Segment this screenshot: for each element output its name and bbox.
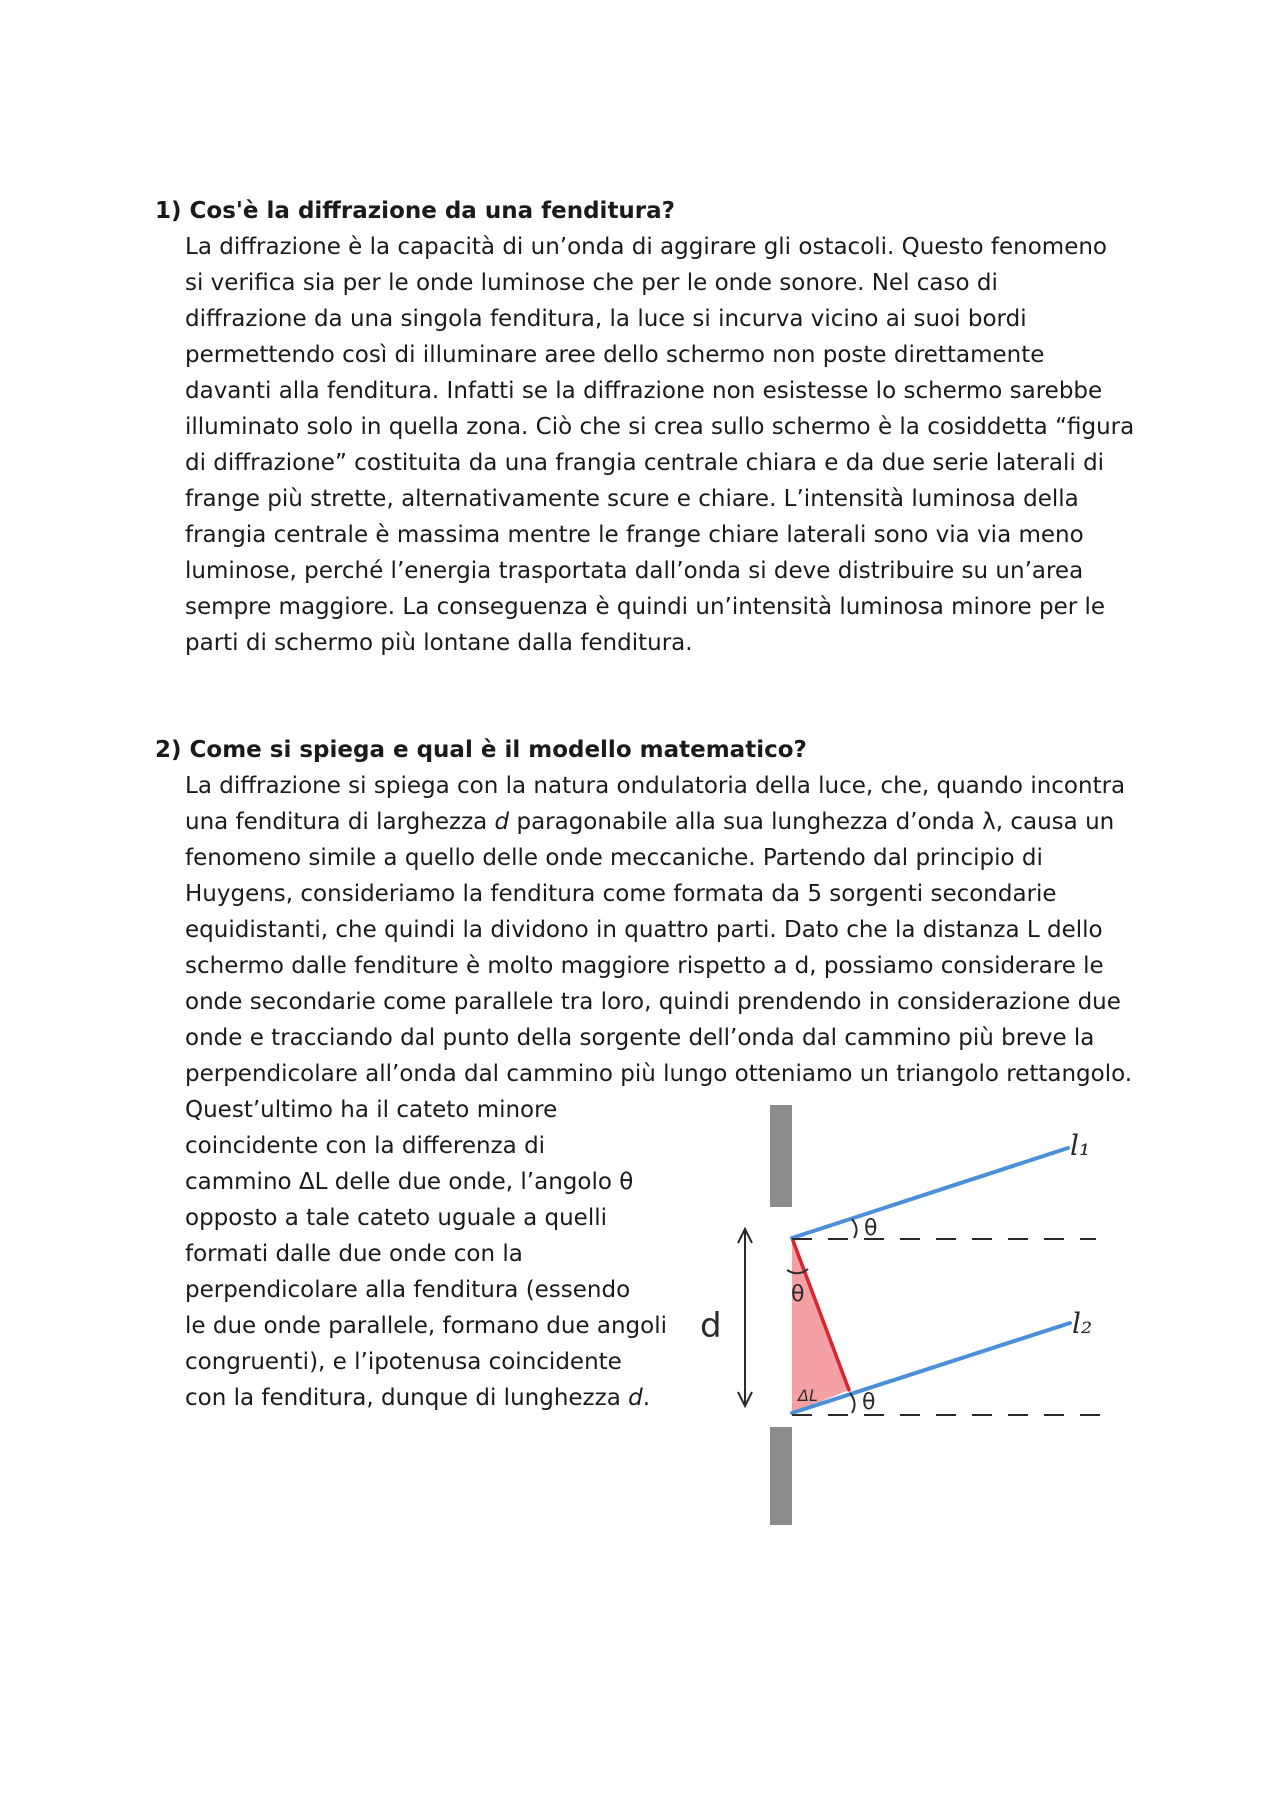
lower-barrier <box>770 1427 792 1525</box>
paragraph-line: onde e tracciando dal punto della sorgente dell’onda dal cammino più breve la <box>185 1025 1095 1051</box>
section-1-heading: 1) Cos'è la diffrazione da una fenditura? <box>155 198 676 224</box>
text-fragment: . <box>642 1385 651 1411</box>
diffraction-diagram <box>688 1105 1120 1525</box>
section-1-paragraph <box>185 229 1165 661</box>
label-l2: l₂ <box>1072 1307 1093 1340</box>
upper-barrier <box>770 1105 792 1207</box>
label-d: d <box>700 1306 722 1346</box>
paragraph-line: davanti alla fenditura. Infatti se la diffrazione non esistesse lo schermo sarebbe <box>185 378 1103 404</box>
paragraph-line: le due onde parallele, formano due angoli <box>185 1313 667 1339</box>
paragraph-line: diffrazione da una singola fenditura, la luce si incurva vicino ai suoi bordi <box>185 306 1027 332</box>
paragraph-line: schermo dalle fenditure è molto maggiore rispetto a d, possiamo considerare le <box>185 953 1104 979</box>
paragraph-line: cammino ΔL delle due onde, l’angolo θ <box>185 1169 634 1195</box>
paragraph-line: La diffrazione si spiega con la natura ondulatoria della luce, che, quando incontra <box>185 773 1126 799</box>
paragraph-line: si verifica sia per le onde luminose che per le onde sonore. Nel caso di <box>185 270 998 296</box>
diffraction-diagram-svg <box>688 1105 1120 1525</box>
paragraph-line: di diffrazione” costituita da una frangia centrale chiara e da due serie laterali di <box>185 450 1105 476</box>
paragraph-line: La diffrazione è la capacità di un’onda di aggirare gli ostacoli. Questo fenomeno <box>185 234 1107 260</box>
label-theta-triangle: θ <box>791 1282 805 1307</box>
paragraph-line: parti di schermo più lontane dalla fenditura. <box>185 630 693 656</box>
paragraph-line: luminose, perché l’energia trasportata dall’onda si deve distribuire su un’area <box>185 558 1084 584</box>
paragraph-line: formati dalle due onde con la <box>185 1241 523 1267</box>
paragraph-line: Huygens, consideriamo la fenditura come formata da 5 sorgenti secondarie <box>185 881 1057 907</box>
paragraph-line: illuminato solo in quella zona. Ciò che si crea sullo schermo è la cosiddetta “figura <box>185 414 1135 440</box>
wave-ray-l1 <box>792 1148 1068 1238</box>
paragraph-line: onde secondarie come parallele tra loro, quindi prendendo in considerazione due <box>185 989 1121 1015</box>
paragraph-line: frange più strette, alternativamente scure e chiare. L’intensità luminosa della <box>185 486 1079 512</box>
paragraph-line: opposto a tale cateto uguale a quelli <box>185 1205 608 1231</box>
paragraph-line: equidistanti, che quindi la dividono in quattro parti. Dato che la distanza L dello <box>185 917 1103 943</box>
paragraph-line: congruenti), e l’ipotenusa coincidente <box>185 1349 622 1375</box>
text-fragment: paragonabile alla sua lunghezza d’onda λ, causa un <box>509 809 1115 835</box>
paragraph-line: coincidente con la differenza di <box>185 1133 546 1159</box>
paragraph-line: frangia centrale è massima mentre le frange chiare laterali sono via via meno <box>185 522 1084 548</box>
paragraph-line: perpendicolare all’onda dal cammino più lungo otteniamo un triangolo rettangolo. <box>185 1061 1133 1087</box>
label-delta-l: ΔL <box>798 1386 818 1405</box>
paragraph-line: fenomeno simile a quello delle onde meccaniche. Partendo dal principio di <box>185 845 1043 871</box>
paragraph-line: permettendo così di illuminare aree dello schermo non poste direttamente <box>185 342 1045 368</box>
symbol-d: d <box>628 1385 643 1411</box>
text-fragment: una fenditura di larghezza <box>185 809 495 835</box>
section-2-heading: 2) Come si spiega e qual è il modello matematico? <box>155 737 807 763</box>
paragraph-line: Quest’ultimo ha il cateto minore <box>185 1097 558 1123</box>
label-l1: l₁ <box>1070 1129 1091 1162</box>
symbol-d: d <box>494 809 510 835</box>
angle-arc-top <box>852 1219 857 1238</box>
text-fragment: con la fenditura, dunque di lunghezza <box>185 1385 629 1411</box>
label-theta-bottom: θ <box>862 1390 876 1415</box>
label-theta-top: θ <box>864 1216 878 1241</box>
paragraph-line <box>185 804 1165 840</box>
paragraph-line: perpendicolare alla fenditura (essendo <box>185 1277 631 1303</box>
paragraph-line: sempre maggiore. La conseguenza è quindi un’intensità luminosa minore per le <box>185 594 1106 620</box>
section-2-paragraph <box>185 768 1165 1092</box>
